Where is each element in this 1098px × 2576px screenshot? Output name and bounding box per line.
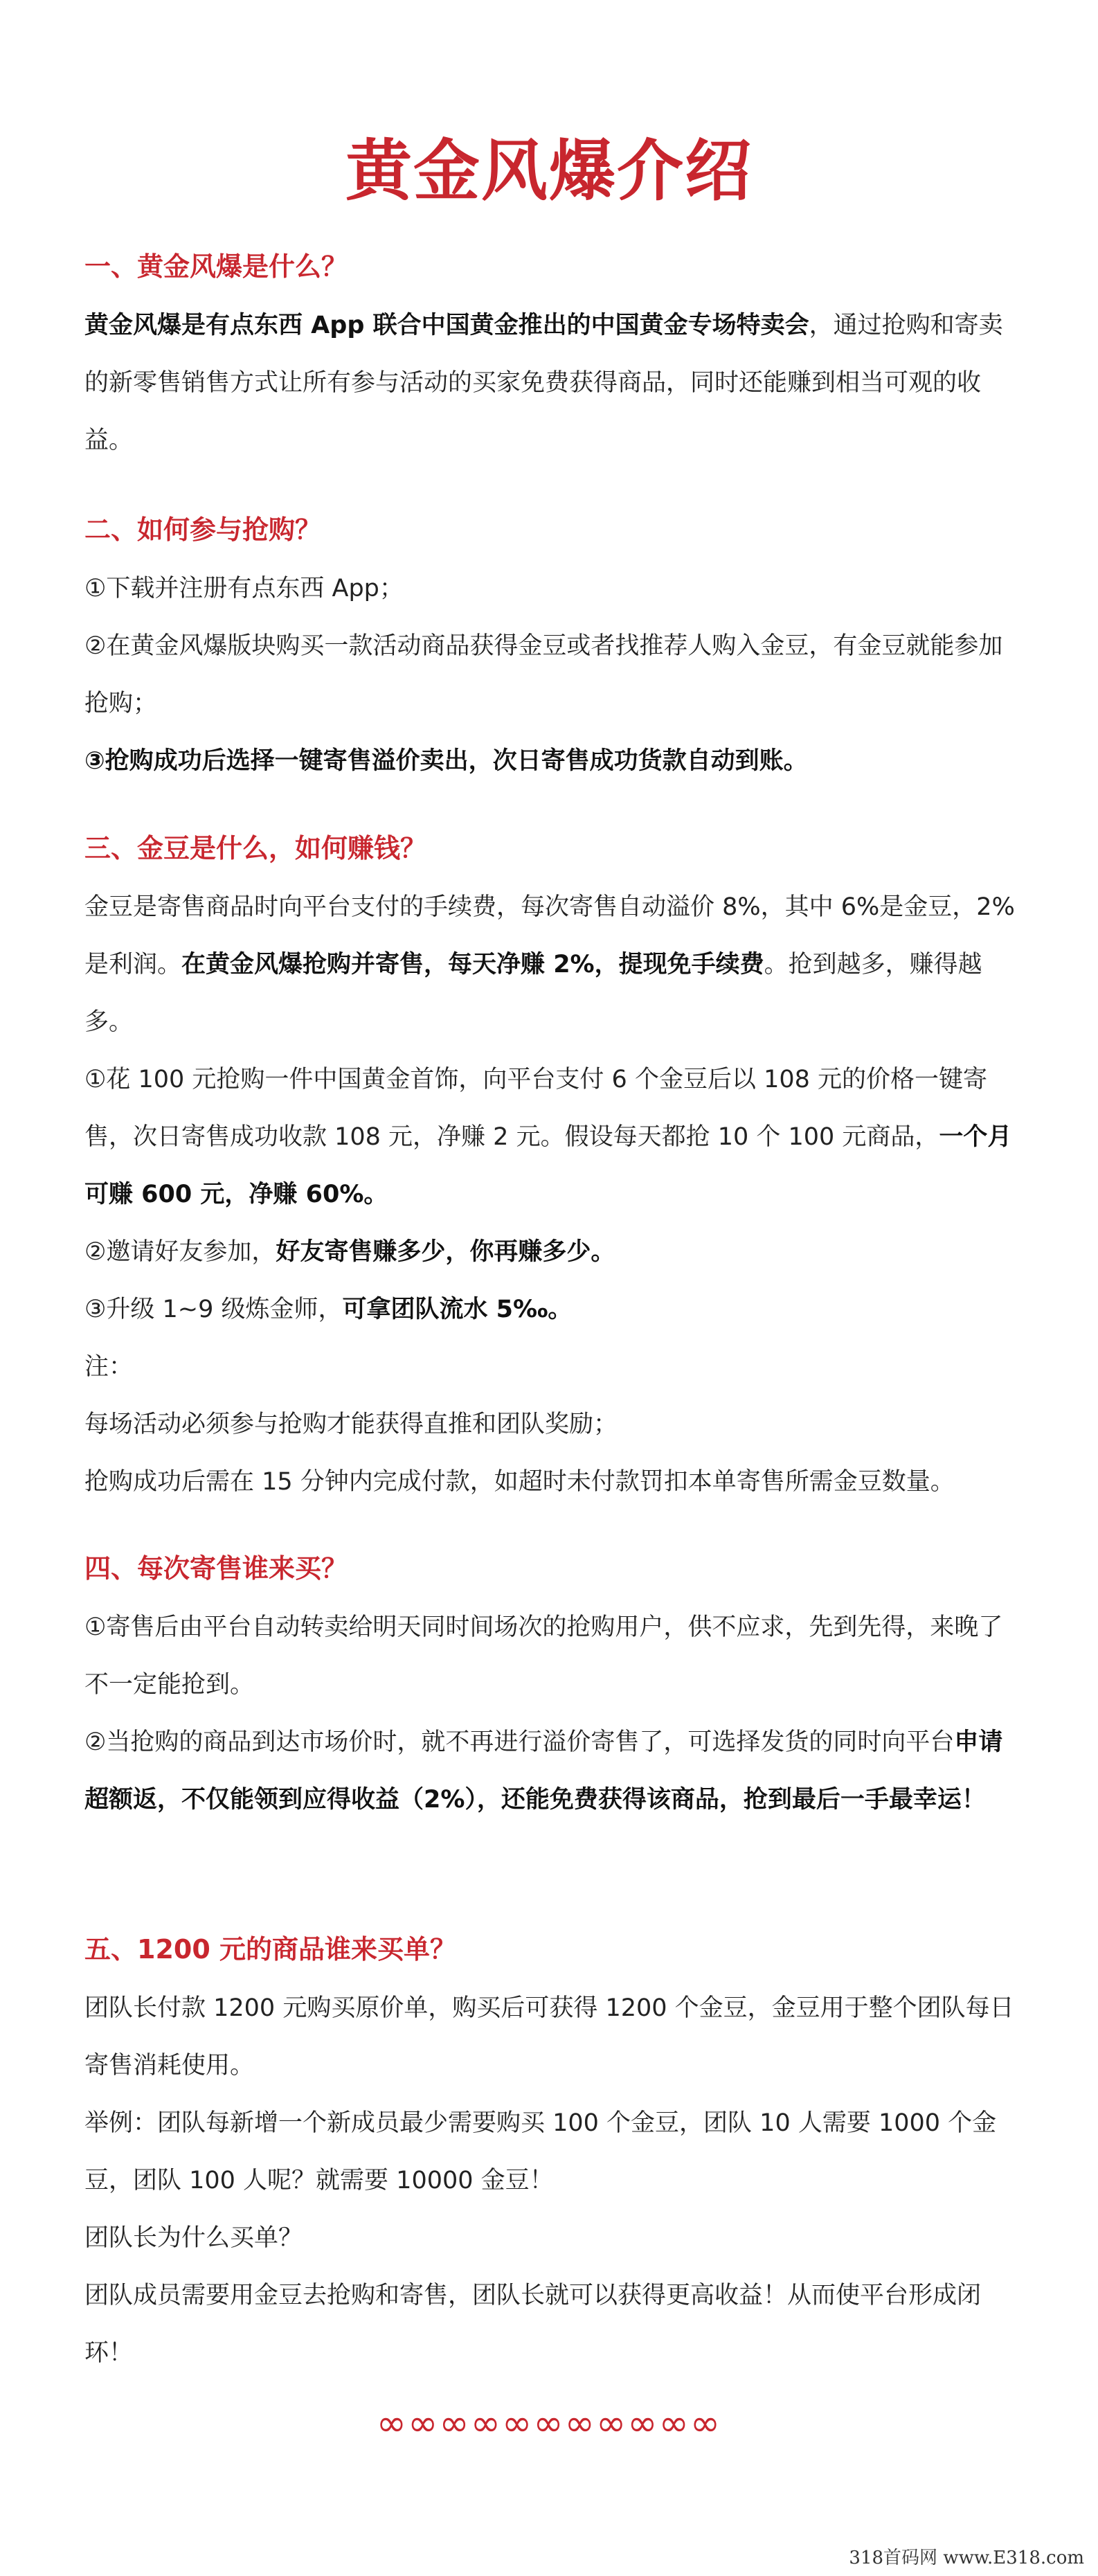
bold-text: 一个月可赚 600 元，净赚 60%。 — [84, 1123, 1012, 1208]
paragraph — [84, 1281, 1016, 1339]
section-who-pays — [84, 1929, 1016, 2382]
text: 。抢到越多，赚得越多。 — [84, 951, 982, 1036]
paragraph: 每场活动必须参与抢购才能获得直推和团队奖励； — [84, 1411, 618, 1438]
paragraph: ①下载并注册有点东西 App； — [84, 575, 404, 602]
paragraph: 团队长为什么买单？ — [84, 2224, 303, 2252]
paragraph — [84, 297, 1016, 469]
paragraph: 团队长付款 1200 元购买原价单，购买后可获得 1200 个金豆，金豆用于整个团队每日寄售消耗使用。 — [84, 1994, 1014, 2079]
paragraph: ②在黄金风爆版块购买一款活动商品获得金豆或者找推荐人购入金豆，有金豆就能参加抢购； — [84, 632, 1003, 717]
text: ，通过抢购和寄卖的新零售销售方式让所有参与活动的买家免费获得商品，同时还能赚到相当可观的收益。 — [84, 312, 1003, 454]
text: 金豆是寄售商品时向平台支付的手续费，每次寄售自动溢价 8%，其中 6%是金豆，2%是利润。 — [84, 893, 1015, 978]
paragraph: ①寄售后由平台自动转卖给明天同时间场次的抢购用户，供不应求，先到先得，来晚了不一定能抢到。 — [84, 1613, 1003, 1699]
watermark: 318首码网 www.E318.com — [845, 2542, 1088, 2570]
section-heading: 五、1200 元的商品谁来买单？ — [84, 1934, 456, 1965]
bold-text: ③抢购成功后选择一键寄售溢价卖出，次日寄售成功货款自动到账。 — [84, 747, 808, 775]
bold-text: 可拿团队流水 5‰。 — [342, 1296, 573, 1323]
bold-text: 申请超额返，不仅能领到应得收益（2%），还能免费获得该商品，抢到最后一手最幸运！ — [84, 1728, 1003, 1814]
paragraph: 注： — [84, 1353, 134, 1381]
text: ②当抢购的商品到达市场价时，就不再进行溢价寄售了，可选择发货的同时向平台 — [84, 1728, 955, 1756]
section-heading: 一、黄金风爆是什么？ — [84, 251, 348, 282]
text: ①花 100 元抢购一件中国黄金首饰，向平台支付 6 个金豆后以 108 元的价格一键寄售，次日寄售成功收款 108 元，净赚 2 元。假设每天都抢 10 个 100 元商品， — [84, 1066, 988, 1151]
section-how-to-join — [84, 509, 1016, 790]
page-title: 黄金风爆介绍 — [345, 132, 753, 210]
paragraph: 抢购成功后需在 15 分钟内完成付款，如超时未付款罚扣本单寄售所需金豆数量。 — [84, 1468, 955, 1496]
paragraph: 举例：团队每新增一个新成员最少需要购买 100 个金豆，团队 10 人需要 1000 个金豆，团队 100 人呢？就需要 10000 金豆！ — [84, 2109, 997, 2194]
section-who-buys — [84, 1548, 1016, 1829]
text: ②邀请好友参加， — [84, 1238, 276, 1266]
bold-text: 好友寄售赚多少，你再赚多少。 — [276, 1238, 615, 1266]
paragraph — [84, 1051, 1016, 1224]
paragraph — [84, 733, 1016, 790]
infinity-divider-icon: ∞∞∞∞∞∞∞∞∞∞∞ — [376, 2403, 722, 2444]
section-what-is — [84, 246, 1016, 469]
text: ③升级 1~9 级炼金师， — [84, 1296, 343, 1323]
section-heading: 四、每次寄售谁来买？ — [84, 1553, 348, 1584]
paragraph — [84, 1714, 1016, 1829]
section-gold-beans — [84, 828, 1016, 1511]
paragraph — [84, 879, 1016, 1051]
paragraph — [84, 1224, 1016, 1281]
bold-text: 在黄金风爆抢购并寄售，每天净赚 2%，提现免手续费 — [181, 951, 764, 978]
section-heading: 二、如何参与抢购？ — [84, 515, 322, 545]
paragraph: 团队成员需要用金豆去抢购和寄售，团队长就可以获得更高收益！从而使平台形成闭环！ — [84, 2282, 982, 2367]
section-heading: 三、金豆是什么，如何赚钱？ — [84, 833, 427, 864]
bold-text: 黄金风爆是有点东西 App 联合中国黄金推出的中国黄金专场特卖会 — [84, 312, 809, 339]
